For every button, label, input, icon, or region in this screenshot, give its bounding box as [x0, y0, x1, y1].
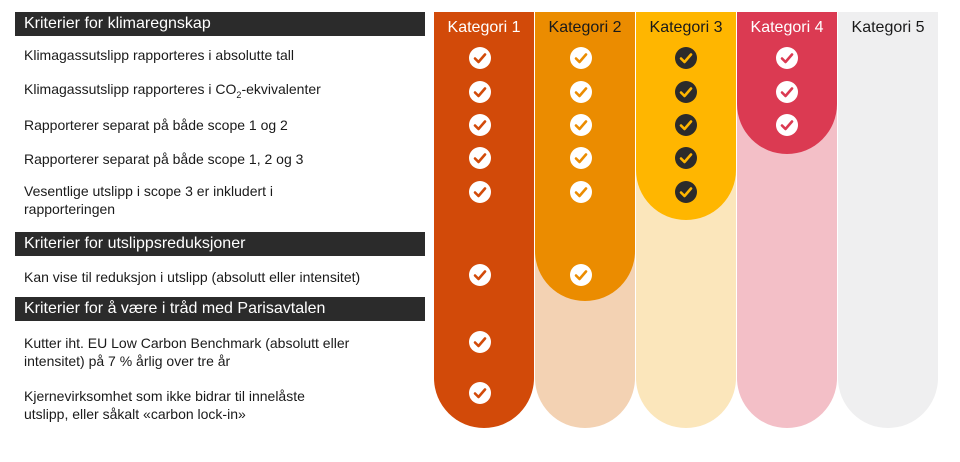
criterion-co2-ekvivalenter [24, 80, 419, 104]
kategori-5-column [838, 12, 938, 428]
section-header-klimaregnskap: Kriterier for klimaregnskap [15, 12, 425, 36]
check-circle-white-icon [469, 331, 491, 353]
check-circle-white-icon [776, 114, 798, 136]
kategori-1-column [434, 12, 534, 428]
criterion-scope-1-og-2: Rapporterer separat på både scope 1 og 2 [24, 117, 288, 133]
kategori-1-label: Kategori 1 [447, 19, 521, 36]
criterion-lock-in-line1: Kjernevirksomhet som ikke bidrar til innelåste [24, 388, 305, 404]
criterion-eu-line2: intensitet) på 7 % årlig over tre år [24, 353, 231, 369]
criterion-co2-suffix: -ekvivalenter [241, 81, 321, 97]
check-circle-white-icon [570, 47, 592, 69]
check-circle-white-icon [570, 81, 592, 103]
section-header-parisavtalen: Kriterier for å være i tråd med Parisavtalen [15, 297, 425, 321]
criterion-lock-in-line2: utslipp, eller såkalt «carbon lock-in» [24, 406, 246, 422]
check-circle-white-icon [570, 181, 592, 203]
criterion-eu-line1: Kutter iht. EU Low Carbon Benchmark (absolutt eller [24, 335, 350, 351]
co2-subscript: 2 [236, 89, 242, 100]
check-circle-white-icon [570, 264, 592, 286]
section-header-utslippsreduksjoner: Kriterier for utslippsreduksjoner [15, 232, 425, 256]
check-circle-white-icon [469, 181, 491, 203]
check-circle-black-icon [675, 114, 697, 136]
kategori-4-label: Kategori 4 [750, 19, 824, 36]
check-circle-white-icon [570, 114, 592, 136]
check-circle-white-icon [469, 147, 491, 169]
check-circle-white-icon [776, 47, 798, 69]
check-circle-white-icon [776, 81, 798, 103]
check-circle-white-icon [469, 382, 491, 404]
criterion-eu-low-carbon-benchmark [24, 334, 419, 370]
kategori-3-label: Kategori 3 [649, 19, 723, 36]
check-circle-white-icon [570, 147, 592, 169]
check-circle-black-icon [675, 181, 697, 203]
criterion-scope-1-2-og-3: Rapporterer separat på både scope 1, 2 og 3 [24, 151, 304, 167]
kategori-5-label: Kategori 5 [851, 19, 925, 36]
criterion-absolutte-tall: Klimagassutslipp rapporteres i absolutte tall [24, 47, 295, 63]
check-circle-black-icon [675, 81, 697, 103]
criterion-scope-3-line2: rapporteringen [24, 201, 116, 217]
criterion-scope-3-line1: Vesentlige utslipp i scope 3 er inkludert i [24, 183, 274, 199]
kategori-2-label: Kategori 2 [548, 19, 622, 36]
criterion-carbon-lock-in [24, 387, 419, 423]
check-circle-white-icon [469, 47, 491, 69]
check-circle-white-icon [469, 264, 491, 286]
check-circle-black-icon [675, 47, 697, 69]
check-circle-white-icon [469, 114, 491, 136]
criterion-reduksjon-i-utslipp: Kan vise til reduksjon i utslipp (absolutt eller intensitet) [24, 269, 361, 285]
check-circle-white-icon [469, 81, 491, 103]
criterion-co2-text: Klimagassutslipp rapporteres i CO [24, 81, 237, 97]
check-circle-black-icon [675, 147, 697, 169]
criterion-scope-3-inkludert [24, 182, 419, 218]
